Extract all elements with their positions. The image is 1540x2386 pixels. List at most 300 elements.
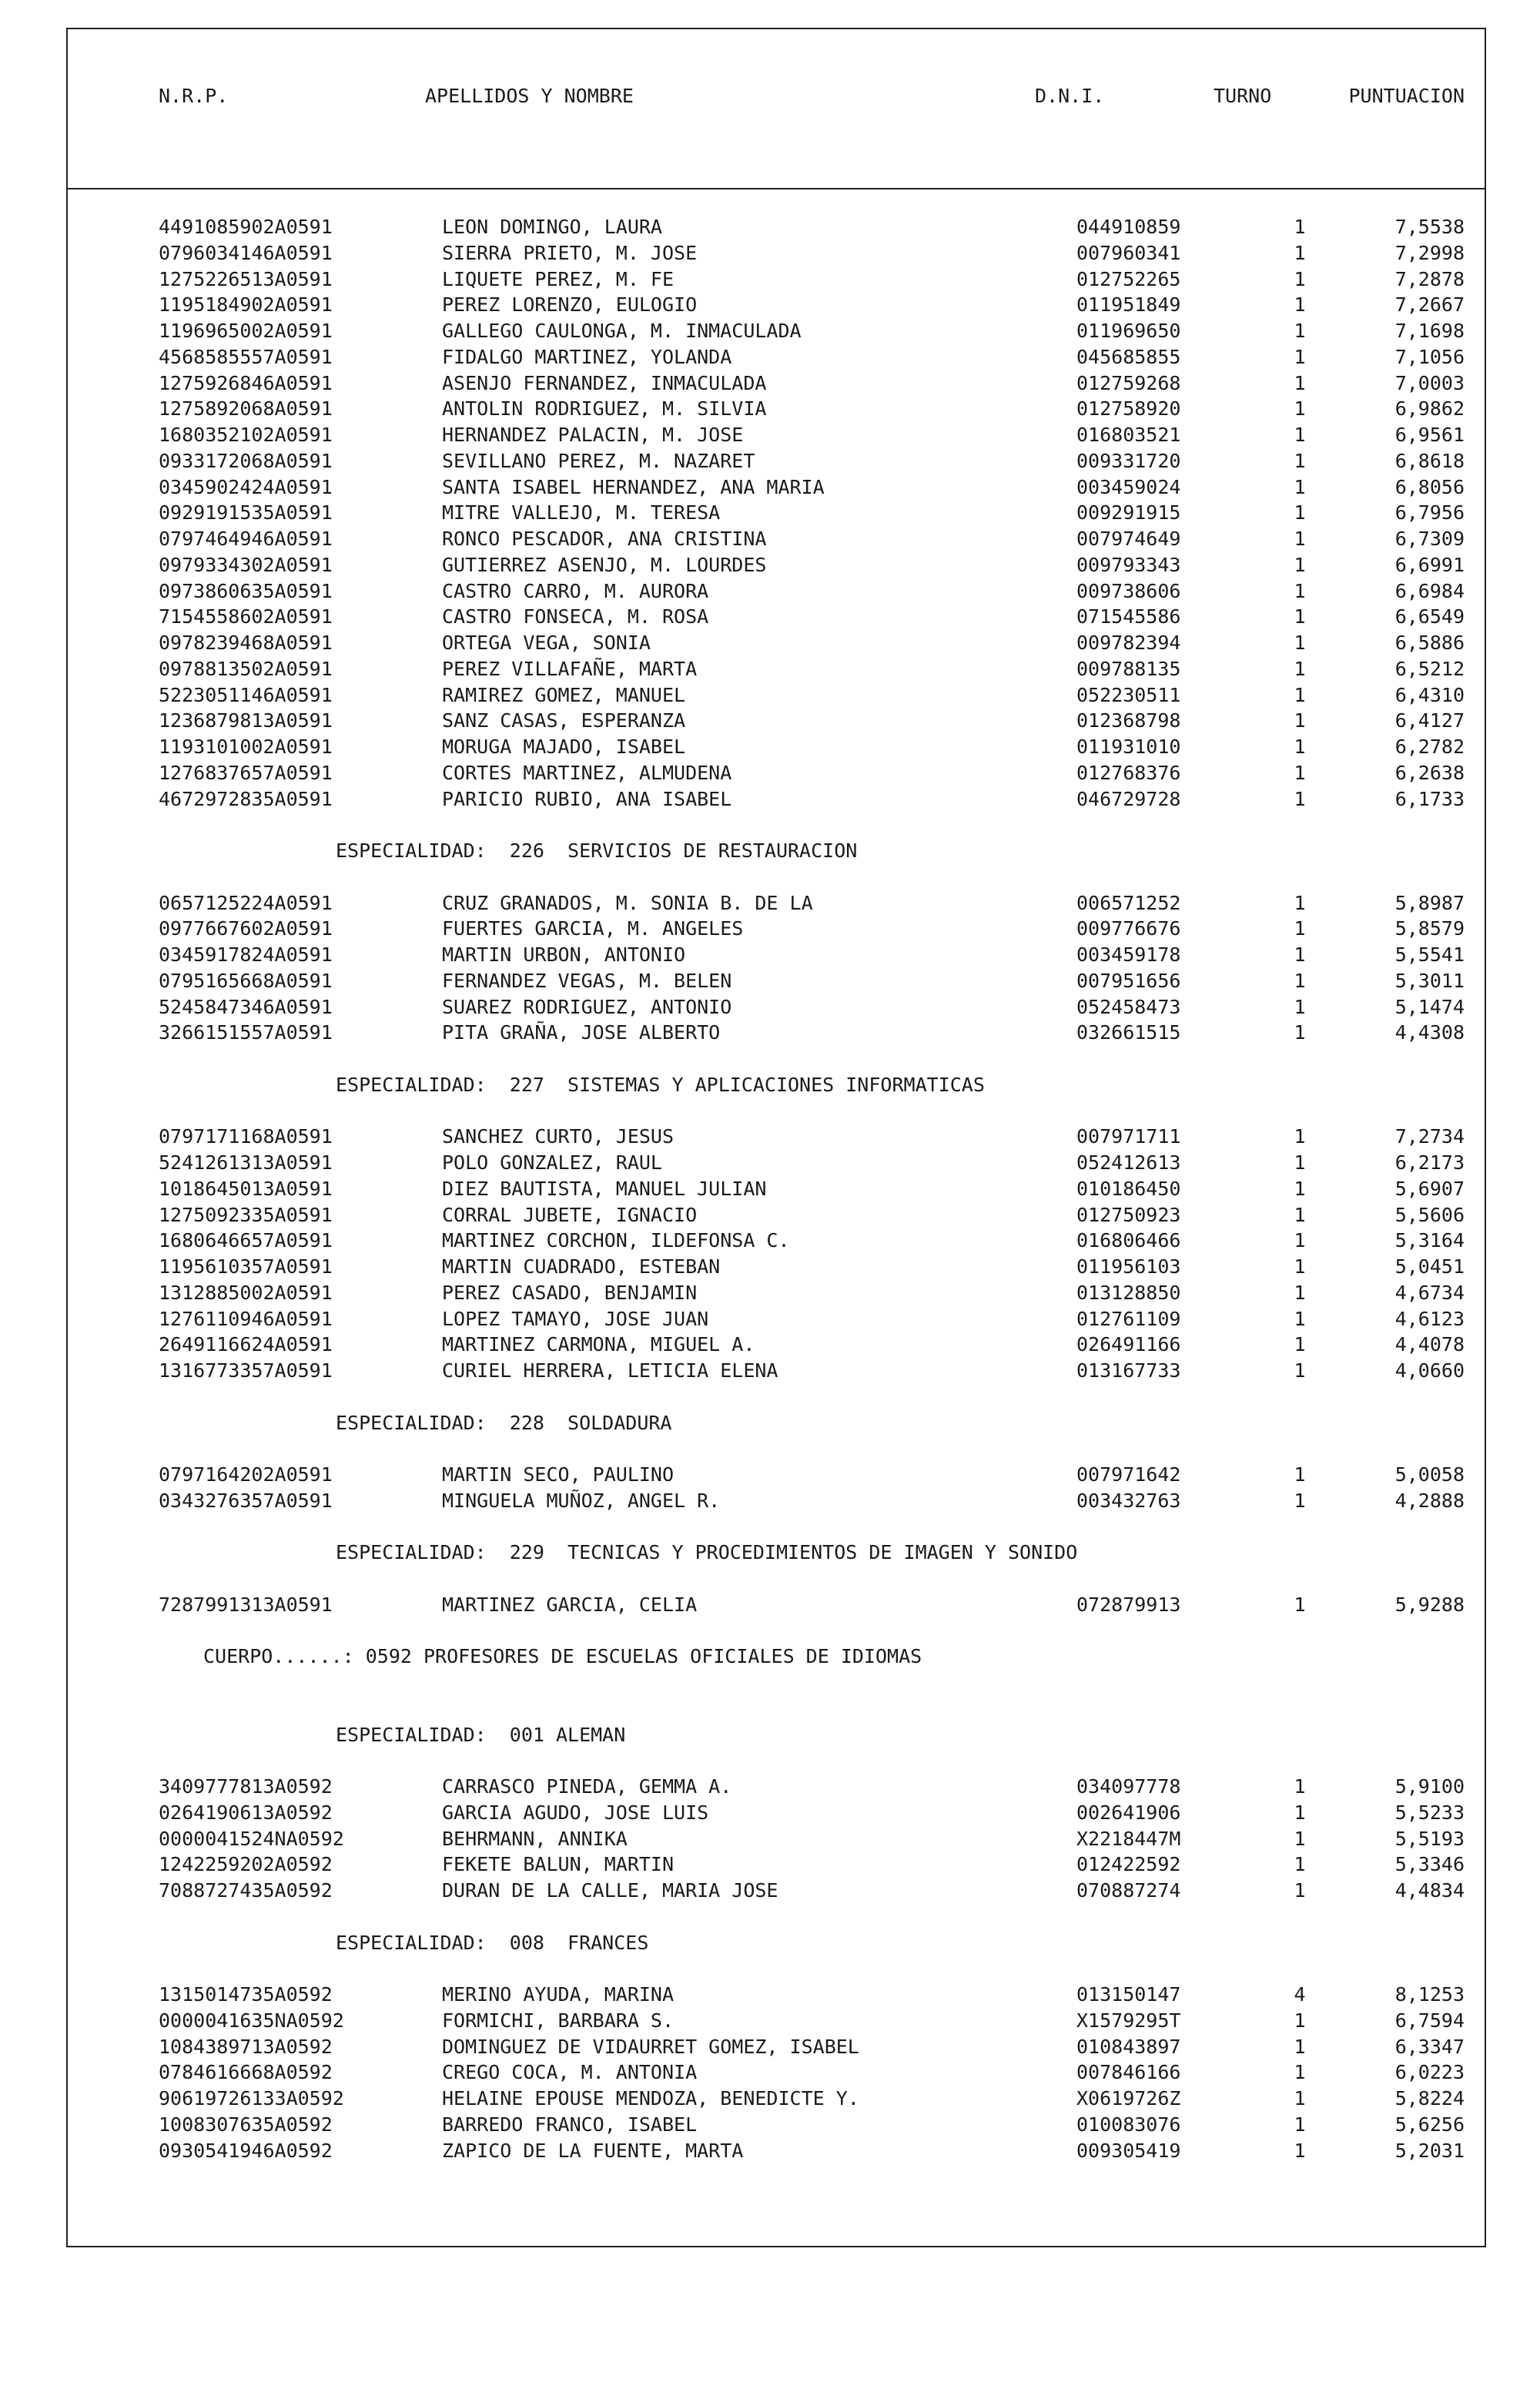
cell-nrp: 4491085902A0591 [159, 216, 333, 238]
cell-puntuacion: 5,8224 [1394, 2087, 1465, 2110]
cell-puntuacion: 4,6123 [1394, 1307, 1465, 1330]
cell-turno: 1 [1294, 449, 1306, 472]
cell-nrp: 5223051146A0591 [159, 683, 333, 706]
cell-nrp: 1195184902A0591 [159, 293, 333, 317]
table-row [68, 1774, 1485, 1800]
cell-name: POLO GONZALEZ, RAUL [442, 1151, 662, 1174]
cell-nrp: 0345902424A0591 [159, 475, 333, 498]
cell-turno: 1 [1294, 605, 1306, 628]
cell-nrp: 1276110946A0591 [159, 1307, 333, 1330]
cell-puntuacion: 6,5212 [1394, 657, 1465, 680]
cell-dni: 007960341 [1076, 241, 1181, 264]
cell-name: FORMICHI, BARBARA S. [442, 2009, 675, 2032]
cell-nrp: 1276837657A0591 [159, 761, 333, 784]
cell-puntuacion: 4,2888 [1394, 1489, 1465, 1512]
cell-turno: 1 [1294, 943, 1306, 966]
cell-nrp: 0978239468A0591 [159, 632, 333, 654]
cell-nrp: 0797164202A0591 [159, 1463, 333, 1486]
cell-dni: 003432763 [1076, 1489, 1181, 1512]
cell-name: PITA GRAÑA, JOSE ALBERTO [442, 1021, 721, 1044]
cell-nrp: 0973860635A0591 [159, 579, 333, 602]
cell-turno: 1 [1294, 1281, 1306, 1304]
table-row [68, 916, 1485, 942]
cell-name: MARTIN URBON, ANTONIO [442, 943, 686, 966]
cell-dni: 072879913 [1076, 1593, 1181, 1616]
table-row [68, 734, 1485, 760]
cell-nrp: 90619726133A0592 [159, 2087, 344, 2110]
cell-turno: 1 [1294, 2061, 1306, 2084]
cell-turno: 1 [1294, 2035, 1306, 2058]
cell-name: SUAREZ RODRIGUEZ, ANTONIO [442, 995, 732, 1018]
cell-nrp: 0795165668A0591 [159, 969, 333, 992]
cell-puntuacion: 6,6549 [1394, 605, 1465, 628]
cell-dni: 007971711 [1076, 1125, 1181, 1148]
cell-nrp: 0345917824A0591 [159, 943, 333, 966]
cell-dni: 007951656 [1076, 969, 1181, 992]
cell-name: ANTOLIN RODRIGUEZ, M. SILVIA [442, 397, 767, 421]
table-row [68, 1462, 1485, 1488]
cell-puntuacion: 6,9561 [1394, 424, 1465, 446]
cell-name: SANCHEZ CURTO, JESUS [442, 1125, 675, 1148]
table-row [68, 344, 1485, 370]
cell-dni: 009793343 [1076, 553, 1181, 576]
cell-puntuacion: 5,5233 [1394, 1801, 1465, 1824]
cell-name: DIEZ BAUTISTA, MANUEL JULIAN [442, 1177, 767, 1200]
cell-puntuacion: 5,6256 [1394, 2113, 1465, 2136]
cell-turno: 1 [1294, 969, 1306, 992]
cell-puntuacion: 5,8579 [1394, 917, 1465, 940]
cell-nrp: 0978813502A0591 [159, 657, 333, 680]
cell-name: DURAN DE LA CALLE, MARIA JOSE [442, 1879, 778, 1902]
cell-dni: 009331720 [1076, 449, 1181, 472]
cell-puntuacion: 6,8056 [1394, 475, 1465, 498]
cell-name: BARREDO FRANCO, ISABEL [442, 2113, 698, 2136]
especialidad-label: ESPECIALIDAD: 228 SOLDADURA [336, 1411, 672, 1434]
cell-puntuacion: 5,5193 [1394, 1827, 1465, 1850]
cell-puntuacion: 5,9288 [1394, 1593, 1465, 1616]
cell-turno: 1 [1294, 1827, 1306, 1850]
cell-name: RONCO PESCADOR, ANA CRISTINA [442, 528, 767, 550]
especialidad-heading [68, 838, 1485, 864]
table-row [68, 1878, 1485, 1904]
cell-nrp: 0343276357A0591 [159, 1489, 333, 1512]
cell-turno: 1 [1294, 371, 1306, 394]
cell-dni: 007974649 [1076, 528, 1181, 550]
cell-dni: 009788135 [1076, 657, 1181, 680]
cell-dni: 044910859 [1076, 216, 1181, 238]
table-row [68, 448, 1485, 474]
cell-nrp: 0930541946A0592 [159, 2139, 333, 2162]
cell-nrp: 1195610357A0591 [159, 1255, 333, 1278]
table-row [68, 214, 1485, 240]
cell-turno: 1 [1294, 736, 1306, 758]
cell-name: ORTEGA VEGA, SONIA [442, 632, 651, 654]
cell-puntuacion: 6,6984 [1394, 579, 1465, 602]
cell-puntuacion: 5,2031 [1394, 2139, 1465, 2162]
table-row [68, 656, 1485, 682]
cell-dni: 003459024 [1076, 475, 1181, 498]
table-row [68, 2059, 1485, 2086]
table-row [68, 474, 1485, 501]
cell-nrp: 3266151557A0591 [159, 1021, 333, 1044]
cell-puntuacion: 4,4834 [1394, 1879, 1465, 1902]
cell-dni: 012750923 [1076, 1203, 1181, 1226]
cell-dni: 012759268 [1076, 371, 1181, 394]
cell-dni: 013128850 [1076, 1281, 1181, 1304]
cell-turno: 1 [1294, 553, 1306, 576]
cell-nrp: 1236879813A0591 [159, 709, 333, 732]
cell-turno: 4 [1294, 1983, 1306, 2006]
cell-puntuacion: 6,7309 [1394, 528, 1465, 550]
cell-name: MITRE VALLEJO, M. TERESA [442, 501, 721, 524]
cell-dni: 009776676 [1076, 917, 1181, 940]
cell-puntuacion: 7,1056 [1394, 345, 1465, 368]
cell-dni: 011951849 [1076, 293, 1181, 317]
header-puntuacion: PUNTUACION [1348, 85, 1465, 107]
cell-name: SANTA ISABEL HERNANDEZ, ANA MARIA [442, 475, 825, 498]
cell-nrp: 1680646657A0591 [159, 1229, 333, 1252]
cell-name: SEVILLANO PEREZ, M. NAZARET [442, 449, 755, 472]
table-row [68, 1488, 1485, 1514]
cell-nrp: 0657125224A0591 [159, 891, 333, 914]
cell-puntuacion: 4,4078 [1394, 1333, 1465, 1356]
especialidad-heading [68, 1930, 1485, 1956]
header-turno: TURNO [1214, 85, 1272, 107]
cell-nrp: 2649116624A0591 [159, 1333, 333, 1356]
cell-nrp: 5245847346A0591 [159, 995, 333, 1018]
cell-dni: 045685855 [1076, 345, 1181, 368]
table-row [68, 1020, 1485, 1046]
cell-dni: 006571252 [1076, 891, 1181, 914]
cell-puntuacion: 6,6991 [1394, 553, 1465, 576]
cell-nrp: 1316773357A0591 [159, 1359, 333, 1382]
cell-nrp: 1196965002A0591 [159, 320, 333, 342]
cell-name: CRUZ GRANADOS, M. SONIA B. DE LA [442, 891, 813, 914]
table-row [68, 786, 1485, 813]
cell-dni: 009782394 [1076, 632, 1181, 654]
cell-puntuacion: 5,3346 [1394, 1853, 1465, 1876]
cell-dni: 052412613 [1076, 1151, 1181, 1174]
cell-turno: 1 [1294, 1879, 1306, 1902]
cell-puntuacion: 8,1253 [1394, 1983, 1465, 2006]
table-row [68, 1592, 1485, 1618]
cell-name: HELAINE EPOUSE MENDOZA, BENEDICTE Y. [442, 2087, 859, 2110]
document-frame [66, 28, 1486, 2247]
cell-puntuacion: 7,2878 [1394, 267, 1465, 290]
cell-turno: 1 [1294, 891, 1306, 914]
especialidad-label: ESPECIALIDAD: 227 SISTEMAS Y APLICACIONES INFORMATICAS [336, 1073, 985, 1096]
cell-name: MARTIN CUADRADO, ESTEBAN [442, 1255, 721, 1278]
cell-dni: 052458473 [1076, 995, 1181, 1018]
cell-nrp: 0784616668A0592 [159, 2061, 333, 2084]
cell-turno: 1 [1294, 1151, 1306, 1174]
cell-puntuacion: 5,0058 [1394, 1463, 1465, 1486]
cell-name: GARCIA AGUDO, JOSE LUIS [442, 1801, 709, 1824]
cell-puntuacion: 6,7956 [1394, 501, 1465, 524]
cell-name: CREGO COCA, M. ANTONIA [442, 2061, 698, 2084]
cell-dni: 012422592 [1076, 1853, 1181, 1876]
cell-dni: 012752265 [1076, 267, 1181, 290]
table-row [68, 942, 1485, 968]
cell-nrp: 4672972835A0591 [159, 787, 333, 810]
especialidad-label: ESPECIALIDAD: 001 ALEMAN [336, 1723, 626, 1746]
cell-puntuacion: 7,2734 [1394, 1125, 1465, 1148]
cell-dni: 016803521 [1076, 424, 1181, 446]
cell-puntuacion: 6,2782 [1394, 736, 1465, 758]
cell-dni: 007846166 [1076, 2061, 1181, 2084]
cell-puntuacion: 6,1733 [1394, 787, 1465, 810]
cell-dni: 011956103 [1076, 1255, 1181, 1278]
table-row [68, 1176, 1485, 1202]
cell-name: FEKETE BALUN, MARTIN [442, 1853, 675, 1876]
cell-puntuacion: 6,0223 [1394, 2061, 1465, 2084]
cell-puntuacion: 4,6734 [1394, 1281, 1465, 1304]
cell-nrp: 7287991313A0591 [159, 1593, 333, 1616]
cell-nrp: 0796034146A0591 [159, 241, 333, 264]
cell-turno: 1 [1294, 424, 1306, 446]
cell-dni: 026491166 [1076, 1333, 1181, 1356]
cell-turno: 1 [1294, 1463, 1306, 1486]
table-row [68, 890, 1485, 917]
cuerpo-label: CUERPO......: 0592 PROFESORES DE ESCUELAS OFICIALES DE IDIOMAS [203, 1645, 922, 1668]
table-row [68, 318, 1485, 344]
cell-name: MARTINEZ GARCIA, CELIA [442, 1593, 698, 1616]
cell-dni: 070887274 [1076, 1879, 1181, 1902]
cell-name: SANZ CASAS, ESPERANZA [442, 709, 686, 732]
cell-name: CARRASCO PINEDA, GEMMA A. [442, 1775, 732, 1798]
cell-nrp: 1008307635A0592 [159, 2113, 333, 2136]
cell-turno: 1 [1294, 657, 1306, 680]
cell-turno: 1 [1294, 1229, 1306, 1252]
cell-turno: 1 [1294, 1593, 1306, 1616]
table-row [68, 1826, 1485, 1852]
table-row [68, 2138, 1485, 2164]
cell-puntuacion: 5,5541 [1394, 943, 1465, 966]
table-row [68, 2112, 1485, 2138]
cell-dni: 012758920 [1076, 397, 1181, 421]
cell-puntuacion: 6,3347 [1394, 2035, 1465, 2058]
cuerpo-heading [68, 1644, 1485, 1670]
cell-turno: 1 [1294, 632, 1306, 654]
cell-puntuacion: 6,2638 [1394, 761, 1465, 784]
cell-dni: 009738606 [1076, 579, 1181, 602]
table-row [68, 266, 1485, 293]
table-row [68, 1358, 1485, 1384]
cell-turno: 1 [1294, 917, 1306, 940]
cell-nrp: 1193101002A0591 [159, 736, 333, 758]
cell-puntuacion: 7,2998 [1394, 241, 1465, 264]
cell-puntuacion: 6,5886 [1394, 632, 1465, 654]
cell-puntuacion: 6,7594 [1394, 2009, 1465, 2032]
cell-nrp: 1680352102A0591 [159, 424, 333, 446]
cell-puntuacion: 6,4127 [1394, 709, 1465, 732]
cell-name: MORUGA MAJADO, ISABEL [442, 736, 686, 758]
cell-turno: 1 [1294, 1775, 1306, 1798]
cell-name: MARTINEZ CORCHON, ILDEFONSA C. [442, 1229, 790, 1252]
cell-nrp: 1018645013A0591 [159, 1177, 333, 1200]
cell-dni: 012368798 [1076, 709, 1181, 732]
cell-turno: 1 [1294, 293, 1306, 317]
cell-nrp: 0933172068A0591 [159, 449, 333, 472]
cell-nrp: 4568585557A0591 [159, 345, 333, 368]
cell-name: ASENJO FERNANDEZ, INMACULADA [442, 371, 767, 394]
table-row [68, 2008, 1485, 2034]
header-name: APELLIDOS Y NOMBRE [425, 85, 634, 107]
especialidad-heading [68, 1072, 1485, 1098]
cell-puntuacion: 5,1474 [1394, 995, 1465, 1018]
cell-nrp: 0264190613A0592 [159, 1801, 333, 1824]
cell-nrp: 0797464946A0591 [159, 528, 333, 550]
cell-turno: 1 [1294, 1021, 1306, 1044]
cell-nrp: 7154558602A0591 [159, 605, 333, 628]
cell-turno: 1 [1294, 1489, 1306, 1512]
cell-turno: 1 [1294, 320, 1306, 342]
cell-name: RAMIREZ GOMEZ, MANUEL [442, 683, 686, 706]
cell-puntuacion: 6,2173 [1394, 1151, 1465, 1174]
cell-name: GUTIERREZ ASENJO, M. LOURDES [442, 553, 767, 576]
cell-puntuacion: 7,5538 [1394, 216, 1465, 238]
especialidad-label: ESPECIALIDAD: 008 FRANCES [336, 1931, 649, 1954]
cell-name: SIERRA PRIETO, M. JOSE [442, 241, 698, 264]
cell-turno: 1 [1294, 1125, 1306, 1148]
cell-dni: 013167733 [1076, 1359, 1181, 1382]
cell-puntuacion: 6,8618 [1394, 449, 1465, 472]
cell-puntuacion: 5,8987 [1394, 891, 1465, 914]
cell-turno: 1 [1294, 709, 1306, 732]
cell-name: MERINO AYUDA, MARINA [442, 1983, 675, 2006]
cell-name: GALLEGO CAULONGA, M. INMACULADA [442, 320, 802, 342]
cell-turno: 1 [1294, 2009, 1306, 2032]
cell-dni: 013150147 [1076, 1983, 1181, 2006]
cell-nrp: 5241261313A0591 [159, 1151, 333, 1174]
cell-dni: 012761109 [1076, 1307, 1181, 1330]
cell-nrp: 1275092335A0591 [159, 1203, 333, 1226]
cell-name: LEON DOMINGO, LAURA [442, 216, 662, 238]
cell-nrp: 7088727435A0592 [159, 1879, 333, 1902]
table-row [68, 1982, 1485, 2008]
cell-name: BEHRMANN, ANNIKA [442, 1827, 628, 1850]
cell-puntuacion: 6,4310 [1394, 683, 1465, 706]
cell-puntuacion: 7,0003 [1394, 371, 1465, 394]
table-row [68, 994, 1485, 1020]
cell-turno: 1 [1294, 2139, 1306, 2162]
cell-turno: 1 [1294, 267, 1306, 290]
cell-turno: 1 [1294, 683, 1306, 706]
cell-name: LIQUETE PEREZ, M. FE [442, 267, 675, 290]
cell-turno: 1 [1294, 1853, 1306, 1876]
table-row [68, 396, 1485, 422]
table-row [68, 552, 1485, 578]
cell-name: MINGUELA MUÑOZ, ANGEL R. [442, 1489, 721, 1512]
cell-dni: 011931010 [1076, 736, 1181, 758]
cell-dni: 010186450 [1076, 1177, 1181, 1200]
cell-nrp: 1275892068A0591 [159, 397, 333, 421]
cell-name: PARICIO RUBIO, ANA ISABEL [442, 787, 732, 810]
table-row [68, 708, 1485, 734]
cell-turno: 1 [1294, 2087, 1306, 2110]
cell-nrp: 1312885002A0591 [159, 1281, 333, 1304]
table-row [68, 1800, 1485, 1826]
table-row [68, 1306, 1485, 1332]
header-dni: D.N.I. [1035, 85, 1105, 107]
cell-name: ZAPICO DE LA FUENTE, MARTA [442, 2139, 744, 2162]
table-row [68, 370, 1485, 397]
cell-turno: 1 [1294, 1333, 1306, 1356]
table-row [68, 760, 1485, 786]
cell-dni: 009305419 [1076, 2139, 1181, 2162]
cell-dni: X2218447M [1076, 1827, 1181, 1850]
cell-dni: 052230511 [1076, 683, 1181, 706]
header-nrp: N.R.P. [159, 85, 229, 107]
cell-turno: 1 [1294, 787, 1306, 810]
especialidad-heading [68, 1540, 1485, 1566]
cell-dni: 007971642 [1076, 1463, 1181, 1486]
especialidad-heading [68, 1410, 1485, 1436]
especialidad-label: ESPECIALIDAD: 229 TECNICAS Y PROCEDIMIENTOS DE IMAGEN Y SONIDO [336, 1541, 1078, 1564]
cell-dni: 016806466 [1076, 1229, 1181, 1252]
cell-name: MARTINEZ CARMONA, MIGUEL A. [442, 1333, 755, 1356]
cell-puntuacion: 5,0451 [1394, 1255, 1465, 1278]
cell-name: CURIEL HERRERA, LETICIA ELENA [442, 1359, 778, 1382]
cell-dni: 010843897 [1076, 2035, 1181, 2058]
cell-nrp: 0000041524NA0592 [159, 1827, 344, 1850]
cell-dni: 046729728 [1076, 787, 1181, 810]
cell-name: FERNANDEZ VEGAS, M. BELEN [442, 969, 732, 992]
cell-dni: 010083076 [1076, 2113, 1181, 2136]
cell-name: HERNANDEZ PALACIN, M. JOSE [442, 424, 744, 446]
cell-dni: X1579295T [1076, 2009, 1181, 2032]
cell-dni: 003459178 [1076, 943, 1181, 966]
cell-puntuacion: 6,9862 [1394, 397, 1465, 421]
table-row [68, 604, 1485, 630]
cell-name: CORRAL JUBETE, IGNACIO [442, 1203, 698, 1226]
cell-turno: 1 [1294, 501, 1306, 524]
table-row [68, 500, 1485, 526]
cell-nrp: 0979334302A0591 [159, 553, 333, 576]
cell-turno: 1 [1294, 397, 1306, 421]
cell-puntuacion: 5,3164 [1394, 1229, 1465, 1252]
cell-nrp: 1084389713A0592 [159, 2035, 333, 2058]
cell-puntuacion: 7,2667 [1394, 293, 1465, 317]
cell-puntuacion: 5,9100 [1394, 1775, 1465, 1798]
table-row [68, 578, 1485, 605]
cell-nrp: 0977667602A0591 [159, 917, 333, 940]
cell-turno: 1 [1294, 216, 1306, 238]
table-row [68, 526, 1485, 552]
table-row [68, 2086, 1485, 2112]
table-row [68, 240, 1485, 266]
cell-turno: 1 [1294, 241, 1306, 264]
cell-dni: 011969650 [1076, 320, 1181, 342]
cell-turno: 1 [1294, 1177, 1306, 1200]
cell-turno: 1 [1294, 1255, 1306, 1278]
cell-dni: X0619726Z [1076, 2087, 1181, 2110]
cell-name: PEREZ VILLAFAÑE, MARTA [442, 657, 698, 680]
table-row [68, 1228, 1485, 1254]
cell-name: CASTRO FONSECA, M. ROSA [442, 605, 709, 628]
table-row [68, 968, 1485, 994]
cell-dni: 071545586 [1076, 605, 1181, 628]
table-row [68, 630, 1485, 656]
cell-puntuacion: 5,3011 [1394, 969, 1465, 992]
cell-dni: 032661515 [1076, 1021, 1181, 1044]
cell-turno: 1 [1294, 579, 1306, 602]
cell-name: CORTES MARTINEZ, ALMUDENA [442, 761, 732, 784]
table-row [68, 1150, 1485, 1176]
table-row [68, 422, 1485, 448]
cell-name: FUERTES GARCIA, M. ANGELES [442, 917, 744, 940]
cell-turno: 1 [1294, 761, 1306, 784]
